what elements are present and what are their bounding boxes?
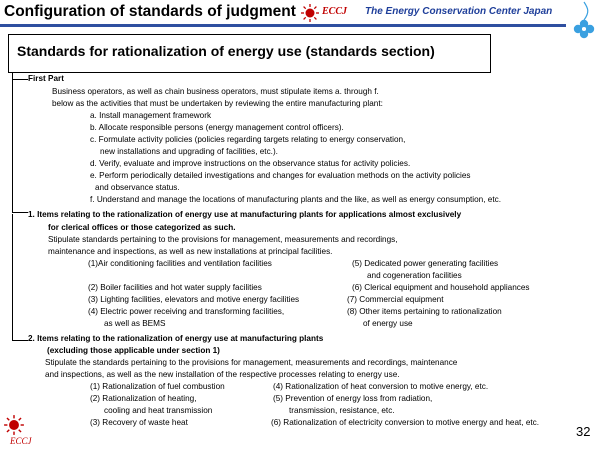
section1-item: as well as BEMS <box>104 319 166 328</box>
eccj-sun-logo-icon <box>3 414 25 436</box>
section1-item: (2) Boiler facilities and hot water supply facilities <box>88 283 262 292</box>
eccj-logo-text: ECCJ <box>322 6 348 17</box>
section1-item: (7) Commercial equipment <box>347 295 444 304</box>
title-underline <box>0 24 566 27</box>
first-part-item: b. Allocate responsible persons (energy management control officers). <box>90 123 344 132</box>
section1-intro: maintenance and inspections, as well as new installations at principal facilities. <box>48 247 333 256</box>
bracket-line-first-part <box>12 73 13 212</box>
first-part-item: f. Understand and manage the locations of manufacturing plants and the like, as well as energy consumption, etc. <box>90 195 501 204</box>
section2-intro: Stipulate the standards pertaining to the provisions for management, measurements and recordings, maintenance <box>45 358 458 367</box>
bracket-line-section2 <box>12 214 13 340</box>
section1-item: and cogeneration facilities <box>367 271 462 280</box>
section2-item: cooling and heat transmission <box>104 406 213 415</box>
first-part-item: e. Perform periodically detailed investigations and changes for evaluation methods on the activity policies <box>90 171 471 180</box>
bracket-tick <box>12 340 28 341</box>
eccj-sun-logo-icon <box>300 3 320 23</box>
section1-item: (1)Air conditioning facilities and ventilation facilities <box>88 259 272 268</box>
section1-heading: for clerical offices or those categorized as such. <box>48 223 236 232</box>
section1-heading: 1. Items relating to the rationalization of energy use at manufacturing plants for applications almost exclusively <box>28 210 462 219</box>
section1-item: (3) Lighting facilities, elevators and motive energy facilities <box>88 295 300 304</box>
section1-item: (4) Electric power receiving and transforming facilities, <box>88 307 285 316</box>
box-title: Standards for rationalization of energy use (standards section) <box>17 43 435 59</box>
section2-item: (1) Rationalization of fuel combustion <box>90 382 225 391</box>
first-part-heading: First Part <box>28 74 64 83</box>
first-part-item: c. Formulate activity policies (policies regarding targets relating to energy conservation, <box>90 135 406 144</box>
section1-item: of energy use <box>363 319 413 328</box>
first-part-item: a. Install management framework <box>90 111 212 120</box>
first-part-intro: below as the activities that must be undertaken by reviewing the entire manufacturing plant: <box>52 99 383 108</box>
section2-heading: 2. Items relating to the rationalization of energy use at manufacturing plants <box>28 334 324 343</box>
clover-logo-icon <box>568 0 600 42</box>
bracket-tick <box>12 79 28 80</box>
section2-item: (6) Rationalization of electricity conversion to motive energy and heat, etc. <box>271 418 540 427</box>
section2-item: (3) Recovery of waste heat <box>90 418 188 427</box>
section2-item: transmission, resistance, etc. <box>289 406 395 415</box>
eccj-logo-text: ECCJ <box>10 436 32 446</box>
page-number: 32 <box>576 424 591 439</box>
slide-title: Configuration of standards of judgment <box>4 3 296 20</box>
section1-item: (6) Clerical equipment and household appliances <box>352 283 530 292</box>
first-part-item: new installations and upgrading of facilities, etc.). <box>100 147 278 156</box>
section2-heading: (excluding those applicable under section 1) <box>47 346 220 355</box>
bracket-tick <box>12 212 28 213</box>
section1-intro: Stipulate standards pertaining to the provisions for management, measurements and recordings, <box>48 235 398 244</box>
section2-item: (4) Rationalization of heat conversion to motive energy, etc. <box>273 382 489 391</box>
section2-intro: and inspections, as well as the new installation of the respective processes relating to energy use. <box>45 370 400 379</box>
first-part-intro: Business operators, as well as chain business operators, must stipulate items a. through f. <box>52 87 379 96</box>
first-part-item: and observance status. <box>95 183 180 192</box>
section1-item: (8) Other items pertaining to rationalization <box>347 307 502 316</box>
first-part-item: d. Verify, evaluate and improve instructions on the observance status for activity policies. <box>90 159 411 168</box>
section2-item: (5) Prevention of energy loss from radiation, <box>273 394 433 403</box>
organization-name: The Energy Conservation Center Japan <box>365 6 553 17</box>
section2-item: (2) Rationalization of heating, <box>90 394 197 403</box>
section1-item: (5) Dedicated power generating facilities <box>352 259 499 268</box>
